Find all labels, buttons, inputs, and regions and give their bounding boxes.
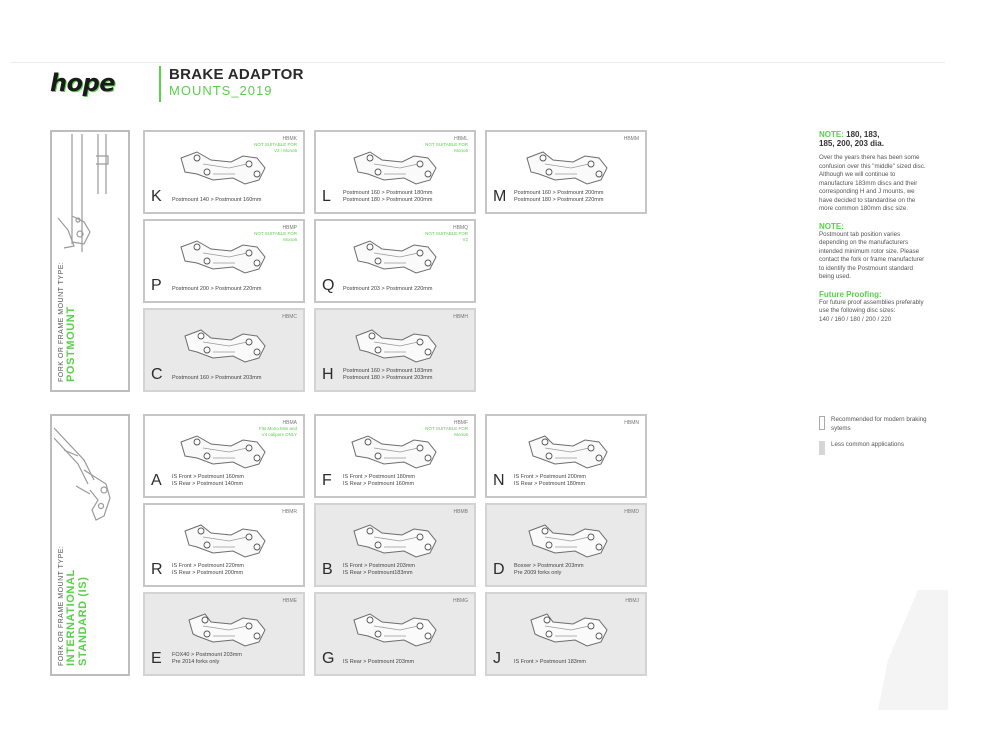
warning-line: NOT SUITABLE FOR [425, 142, 468, 147]
adaptor-card-e [143, 592, 305, 676]
legend-recommended [819, 416, 929, 433]
postmount-label [58, 142, 77, 382]
part-code: HBMP [282, 225, 297, 231]
mount-type-name-line1: INTERNATIONAL [65, 569, 77, 666]
header-rule [10, 62, 945, 63]
warning-line: NOT SUITABLE FOR [254, 231, 297, 236]
description-line: Boxxer > Postmount 203mm [514, 563, 584, 569]
part-code: HBMN [624, 420, 639, 426]
adaptor-description [343, 286, 432, 293]
adaptor-card-j [485, 592, 647, 676]
description-line: IS Rear > Postmount183mm [343, 570, 413, 576]
part-code: HBMM [623, 136, 639, 142]
warning-line: NOT SUITABLE FOR [425, 426, 468, 431]
adaptor-drawing-icon [344, 233, 454, 285]
adaptor-card-c [143, 308, 305, 392]
adaptor-letter: B [322, 561, 333, 578]
part-code: HBMH [453, 314, 468, 320]
part-code: HBMK [282, 136, 297, 142]
adaptor-letter: P [151, 277, 162, 294]
description-line: Postmount 180 > Postmount 220mm [514, 197, 604, 203]
adaptor-drawing-icon [515, 517, 625, 569]
part-code: HBMJ [625, 598, 639, 604]
description-line: FOX40 > Postmount 203mm [172, 652, 242, 658]
warning-line: Mono6 [283, 236, 297, 242]
is-label [58, 426, 89, 666]
part-code: HBMC [282, 314, 297, 320]
part-code: HBMG [453, 598, 468, 604]
adaptor-description [172, 375, 261, 382]
description-line: IS Rear > Postmount 203mm [343, 659, 415, 665]
part-code: HBMB [453, 509, 468, 515]
mount-type-caption: FORK OR FRAME MOUNT TYPE: [58, 545, 65, 666]
description-line: Postmount 160 > Postmount 200mm [514, 190, 604, 196]
adaptor-description [343, 474, 415, 488]
adaptor-letter: R [151, 561, 163, 578]
adaptor-description [172, 652, 242, 666]
warning-line: Mono6 [454, 147, 468, 153]
description-line: Pre 2009 forks only [514, 570, 562, 576]
part-code: HBMA [282, 420, 297, 426]
adaptor-description [514, 659, 586, 666]
mount-type-name: POSTMOUNT [65, 306, 77, 382]
logo-text: hope [50, 69, 116, 97]
part-code: HBMR [282, 509, 297, 515]
adaptor-description [514, 474, 586, 488]
adaptor-description [172, 474, 244, 488]
adaptor-letter: N [493, 472, 505, 489]
legend-recommended-label: Recommended for modern braking sytems [831, 416, 927, 432]
note-heading: NOTE: 180, 183, 185, 200, 203 dia. [819, 130, 884, 148]
section-postmount [50, 130, 130, 392]
future-proofing-body: For future proof assemblies preferably use the following disc sizes: [819, 298, 924, 314]
warning-line: Fits Mono Mini and [258, 426, 297, 431]
description-line: IS Rear > Postmount 140mm [172, 481, 244, 487]
adaptor-description [172, 286, 261, 293]
title-divider [159, 66, 161, 102]
adaptor-description [172, 197, 261, 204]
note-body: Over the years there has been some confusion over this "middle" sized disc. Although we will continue to manufacture 183mm discs and their corresponding H and J mounts, we have decided to standardise on the more common 180mm disc size. [819, 154, 926, 212]
warning-line: V2 [462, 236, 468, 242]
adaptor-drawing-icon [173, 606, 283, 658]
part-code: HBMF [453, 420, 468, 426]
adaptor-description [343, 659, 414, 666]
warning-line: Mono6 [454, 431, 468, 437]
adaptor-letter: K [151, 188, 162, 205]
adaptor-drawing-icon [173, 517, 283, 569]
mount-type-name-line2: STANDARD (IS) [77, 576, 89, 666]
adaptor-card-p [143, 219, 305, 303]
adaptor-card-m [485, 130, 647, 214]
description-line: IS Front > Postmount 180mm [343, 474, 415, 480]
description-line: IS Rear > Postmount 160mm [343, 481, 415, 487]
part-code: HBME [282, 598, 297, 604]
adaptor-drawing-icon [344, 144, 454, 196]
adaptor-letter: D [493, 561, 505, 578]
adaptor-drawing-icon [344, 322, 454, 374]
adaptor-letter: Q [322, 277, 335, 294]
adaptor-drawing-icon [515, 428, 625, 480]
future-proofing-heading: Future Proofing: [819, 289, 882, 299]
adaptor-card-k [143, 130, 305, 214]
adaptor-card-n [485, 414, 647, 498]
description-line: IS Front > Postmount 200mm [514, 474, 586, 480]
adaptor-card-q [314, 219, 476, 303]
future-proofing-sizes: 140 / 160 / 180 / 200 / 220 [819, 315, 892, 323]
adaptor-letter: L [322, 188, 331, 205]
background-watermark-shape [878, 590, 948, 710]
description-line: Postmount 140 > Postmount 160mm [172, 197, 262, 203]
adaptor-letter: C [151, 366, 163, 383]
adaptor-drawing-icon [515, 144, 625, 196]
mount-type-caption: FORK OR FRAME MOUNT TYPE: [58, 261, 65, 382]
description-line: IS Front > Postmount 220mm [172, 563, 244, 569]
adaptor-description [514, 563, 584, 577]
description-line: IS Front > Postmount 160mm [172, 474, 244, 480]
adaptor-card-l [314, 130, 476, 214]
adaptor-description [514, 190, 603, 204]
description-line: Postmount 160 > Postmount 203mm [172, 375, 262, 381]
warning-line: NOT SUITABLE FOR [254, 142, 297, 147]
description-line: Postmount 200 > Postmount 220mm [172, 286, 262, 292]
adaptor-letter: H [322, 366, 334, 383]
page-title: BRAKE ADAPTOR [169, 66, 304, 83]
description-line: Pre 2014 forks only [172, 659, 220, 665]
adaptor-drawing-icon [515, 606, 625, 658]
legend-less-common [819, 441, 929, 455]
legend-grey-swatch [819, 441, 825, 455]
adaptor-description [343, 190, 432, 204]
note-heading-2: NOTE: [819, 221, 844, 231]
adaptor-description [343, 563, 415, 577]
section-is [50, 414, 130, 676]
page-subtitle: MOUNTS_2019 [169, 83, 273, 98]
description-line: IS Front > Postmount 183mm [514, 659, 586, 665]
adaptor-card-d [485, 503, 647, 587]
description-line: Postmount 180 > Postmount 203mm [343, 375, 433, 381]
adaptor-drawing-icon [344, 428, 454, 480]
description-line: Postmount 160 > Postmount 180mm [343, 190, 433, 196]
hope-logo [50, 68, 150, 98]
adaptor-card-a [143, 414, 305, 498]
description-line: Postmount 180 > Postmount 200mm [343, 197, 433, 203]
adaptor-card-f [314, 414, 476, 498]
adaptor-description [343, 368, 432, 382]
description-line: Postmount 203 > Postmount 220mm [343, 286, 433, 292]
adaptor-drawing-icon [344, 606, 454, 658]
adaptor-letter: G [322, 650, 335, 667]
legend-white-swatch [819, 416, 825, 430]
adaptor-card-g [314, 592, 476, 676]
adaptor-card-b [314, 503, 476, 587]
adaptor-drawing-icon [173, 233, 283, 285]
adaptor-drawing-icon [344, 517, 454, 569]
description-line: IS Rear > Postmount 200mm [172, 570, 244, 576]
adaptor-letter: M [493, 188, 507, 205]
adaptor-description [172, 563, 244, 577]
warning-line: V2 / Mono6 [273, 147, 297, 153]
adaptor-letter: E [151, 650, 162, 667]
adaptor-letter: J [493, 650, 501, 667]
adaptor-drawing-icon [173, 428, 283, 480]
part-code: HBMQ [453, 225, 468, 231]
part-code: HBML [454, 136, 468, 142]
description-line: IS Rear > Postmount 180mm [514, 481, 586, 487]
notes-panel [819, 130, 929, 324]
part-code: HBMD [624, 509, 639, 515]
note-body-2: Postmount tab position varies depending on the manufacturers intended minimum rotor size. Please contact the fork or frame manufacturer to identify the Postmount standard being used. [819, 230, 925, 280]
warning-line: NOT SUITABLE FOR [425, 231, 468, 236]
adaptor-drawing-icon [173, 322, 283, 374]
adaptor-drawing-icon [173, 144, 283, 196]
legend-less-common-label: Less common applications [831, 441, 904, 448]
adaptor-card-r [143, 503, 305, 587]
description-line: IS Front > Postmount 203mm [343, 563, 415, 569]
warning-line: V4 calipers ONLY [261, 431, 297, 437]
adaptor-card-h [314, 308, 476, 392]
description-line: Postmount 160 > Postmount 183mm [343, 368, 433, 374]
adaptor-letter: F [322, 472, 332, 489]
adaptor-letter: A [151, 472, 162, 489]
